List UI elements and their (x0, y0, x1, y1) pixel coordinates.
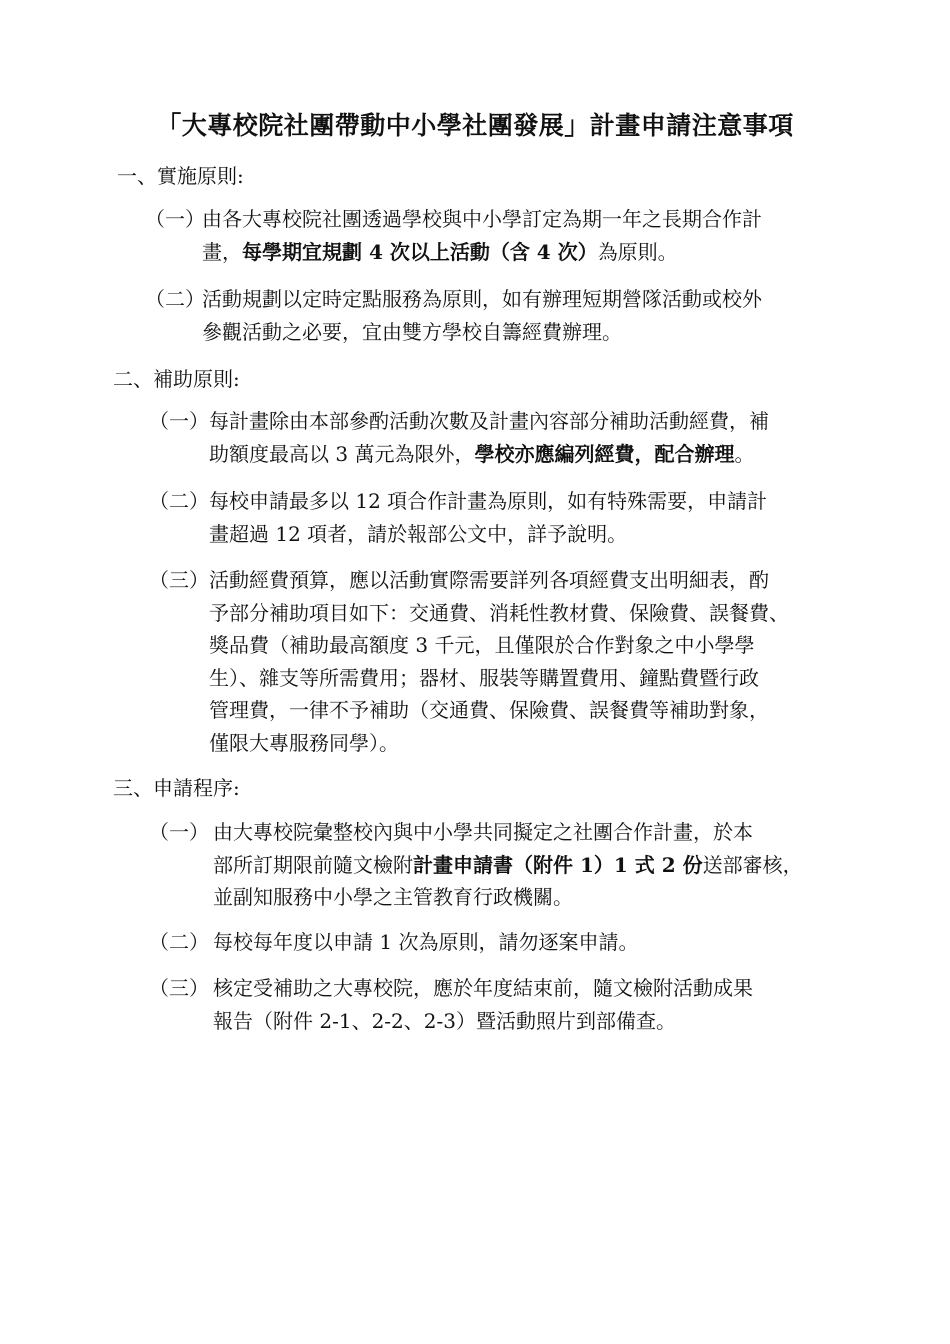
section-heading-1: 一、實施原則: (117, 164, 244, 188)
list-item (149, 485, 849, 550)
item-text-line: 核定受補助之大專校院，應於年度結束前，隨文檢附活動成果 (213, 976, 753, 1000)
item-text-line: 僅限大專服務同學）。 (209, 730, 399, 755)
item-text-line: 管理費，一律不予補助（交通費、保險費、誤餐費等補助對象， (209, 698, 769, 722)
item-number: （一） (149, 409, 209, 433)
item-text-line: 每計畫除由本部參酌活動次數及計畫內容部分補助活動經費，補 (209, 409, 769, 433)
item-number: （三） (149, 568, 209, 592)
item-text-line: 畫超過 12 項者，請於報部公文中，詳予說明。 (209, 521, 628, 546)
item-text-line: 參觀活動之必要，宜由雙方學校自籌經費辦理。 (202, 319, 622, 344)
emphasis-text: 每學期宜規劃 4 次以上活動（含 4 次） (242, 239, 598, 264)
emphasis-text: 學校亦應編列經費，配合辦理 (474, 441, 735, 466)
item-text-line: 活動經費預算，應以活動實際需要詳列各項經費支出明細表，酌 (209, 568, 769, 592)
list-item (149, 816, 849, 914)
item-number: （二） (145, 287, 205, 311)
list-item (145, 283, 845, 348)
item-text-line: 由各大專校院社團透過學校與中小學訂定為期一年之長期合作計 (202, 207, 762, 231)
list-item (149, 405, 849, 470)
item-text-line: 助額度最高以 3 萬元為限外，學校亦應編列經費，配合辦理。 (209, 441, 755, 466)
section-heading-2: 二、補助原則: (113, 367, 240, 391)
item-text-line: 每校每年度以申請 1 次為原則，請勿逐案申請。 (213, 930, 639, 954)
item-text-line: 部所訂期限前隨文檢附計畫申請書（附件 1）1 式 2 份送部審核， (213, 852, 803, 877)
section-heading-3: 三、申請程序: (113, 776, 240, 800)
item-number: （三） (149, 976, 209, 1000)
item-text-line: 畫，每學期宜規劃 4 次以上活動（含 4 次）為原則。 (202, 239, 678, 264)
item-text-line: 生）、雜支等所需費用；器材、服裝等購置費用、鐘點費暨行政 (209, 665, 759, 690)
item-number: （一） (145, 207, 205, 231)
item-text-line: 獎品費（補助最高額度 3 千元，且僅限於合作對象之中小學學 (209, 633, 755, 657)
list-item (149, 926, 849, 959)
item-number: （二） (149, 930, 209, 954)
item-number: （二） (149, 489, 209, 513)
item-number: （一） (149, 820, 209, 844)
list-item (145, 203, 845, 268)
list-item (149, 972, 849, 1037)
item-text-line: 報告（附件 2-1、2-2、2-3）暨活動照片到部備查。 (213, 1008, 676, 1033)
item-text-line: 每校申請最多以 12 項合作計畫為原則，如有特殊需要，申請計 (209, 489, 768, 513)
item-text-line: 予部分補助項目如下：交通費、消耗性教材費、保險費、誤餐費、 (209, 600, 789, 625)
item-text-line: 並副知服務中小學之主管教育行政機關。 (213, 885, 573, 909)
document-title: 「大專校院社團帶動中小學社團發展」計畫申請注意事項 (156, 111, 794, 140)
list-item (149, 564, 849, 759)
item-text-line: 由大專校院彙整校內與中小學共同擬定之社團合作計畫，於本 (213, 820, 753, 844)
item-text-line: 活動規劃以定時定點服務為原則，如有辦理短期營隊活動或校外 (202, 287, 762, 311)
emphasis-text: 計畫申請書（附件 1）1 式 2 份 (413, 852, 703, 877)
